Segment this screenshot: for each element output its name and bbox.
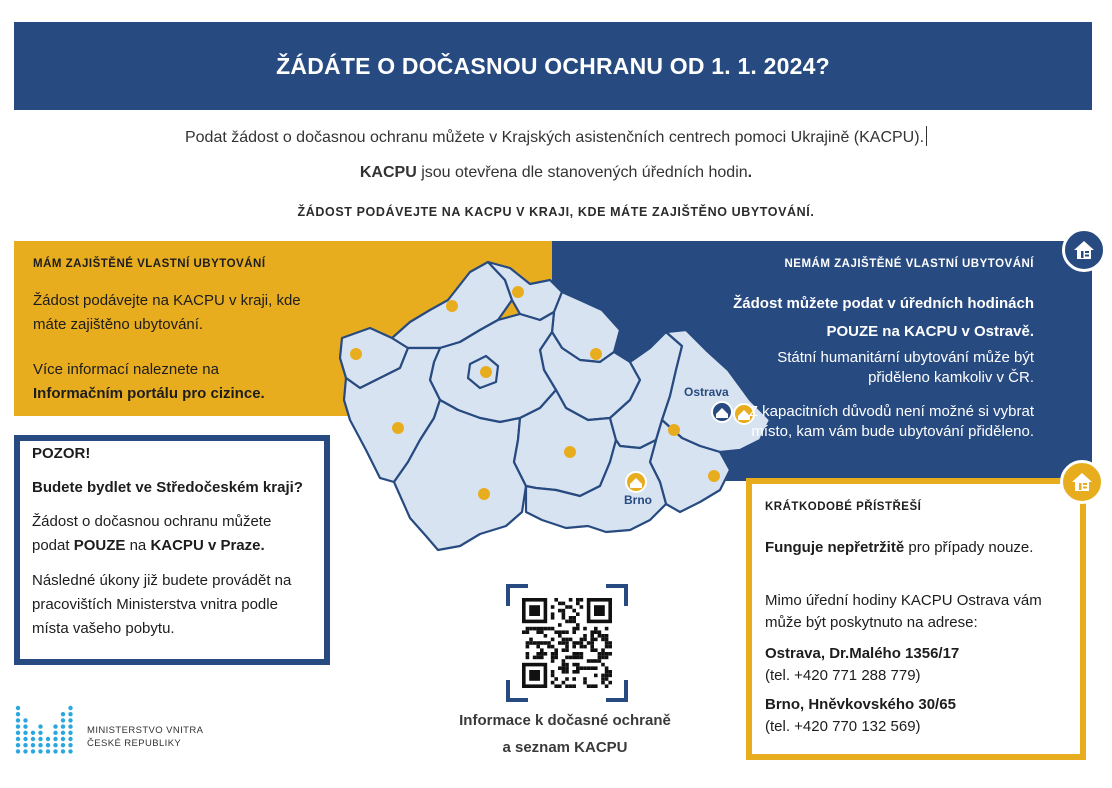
shelter-address-ostrava: Ostrava, Dr.Malého 1356/17 (tel. +420 771 288 779) (765, 645, 960, 684)
warning-text-1: Žádost o dočasnou ochranu můžete podat POUZE na KACPU v Praze. (32, 513, 272, 554)
region-marker (590, 348, 602, 360)
intro-line-3: ŽÁDOST PODÁVEJTE NA KACPU V KRAJI, KDE MÁTE ZAJIŠTĚNO UBYTOVÁNÍ. (297, 205, 815, 219)
no-accommodation-title: NEMÁM ZAJIŠTĚNÉ VLASTNÍ UBYTOVÁNÍ (784, 258, 1034, 270)
qr-code[interactable] (506, 584, 628, 702)
region-marker (708, 470, 720, 482)
region-marker (512, 286, 524, 298)
own-accommodation-text: Žádost podávejte na KACPU v kraji, kde máte zajištěno ubytování. (33, 292, 301, 333)
no-accommodation-note-1: Státní humanitární ubytování může být přiděleno kamkoliv v ČR. (777, 349, 1034, 386)
map-label-ostrava: Ostrava (684, 385, 729, 399)
region-marker (480, 366, 492, 378)
home-person-icon (1062, 228, 1106, 272)
ministry-logo (14, 704, 76, 756)
map-label-brno: Brno (624, 493, 652, 507)
info-portal-link[interactable]: Informačním portálu pro cizince. (33, 385, 265, 402)
shelter-text-2: Mimo úřední hodiny KACPU Ostrava vám může být poskytnuto na adrese: (765, 592, 1042, 631)
region-marker (478, 488, 490, 500)
no-accommodation-note-2: Z kapacitních důvodů není možné si vybrat místo, kam vám bude ubytování přiděleno. (748, 403, 1034, 440)
intro-line-1: Podat žádost o dočasnou ochranu můžete v Krajských asistenčních centrech pomoci Ukrajině (KACPU). (0, 126, 1112, 147)
region-marker (350, 348, 362, 360)
shelter-text-1: Funguje nepřetržitě pro případy nouze. (765, 539, 1034, 556)
warning-subtitle: Budete bydlet ve Středočeském kraji? (32, 479, 303, 496)
region-marker (668, 424, 680, 436)
own-accommodation-title: MÁM ZAJIŠTĚNÉ VLASTNÍ UBYTOVÁNÍ (33, 258, 266, 270)
shelter-title: KRÁTKODOBÉ PŘÍSTŘEŠÍ (765, 501, 922, 513)
qr-caption-line-1: Informace k dočasné ochraně (459, 712, 671, 729)
warning-text-2: Následné úkony již budete provádět na pracovištích Ministerstva vnitra podle místa vašeho pobytu. (32, 572, 292, 637)
page-header (14, 22, 1092, 110)
own-accommodation-info: Více informací naleznete na Informačním portálu pro cizince. (33, 361, 265, 402)
page-title: ŽÁDÁTE O DOČASNOU OCHRANU OD 1. 1. 2024? (276, 52, 830, 79)
intro-line-2: KACPU jsou otevřena dle stanovených úředních hodin. (359, 164, 753, 181)
ministry-logo-text: MINISTERSTVO VNITRA ČESKÉ REPUBLIKY (87, 725, 204, 749)
shelter-address-brno: Brno, Hněvkovského 30/65 (tel. +420 770 132 569) (765, 696, 956, 735)
region-marker (446, 300, 458, 312)
region-marker (392, 422, 404, 434)
no-accommodation-text: Žádost můžete podat v úředních hodinách POUZE na KACPU v Ostravě. (733, 295, 1034, 340)
qr-caption-line-2: a seznam KACPU (502, 739, 628, 756)
brno-shelter-icon (626, 472, 646, 492)
warning-title: POZOR! (32, 445, 91, 462)
region-marker (564, 446, 576, 458)
